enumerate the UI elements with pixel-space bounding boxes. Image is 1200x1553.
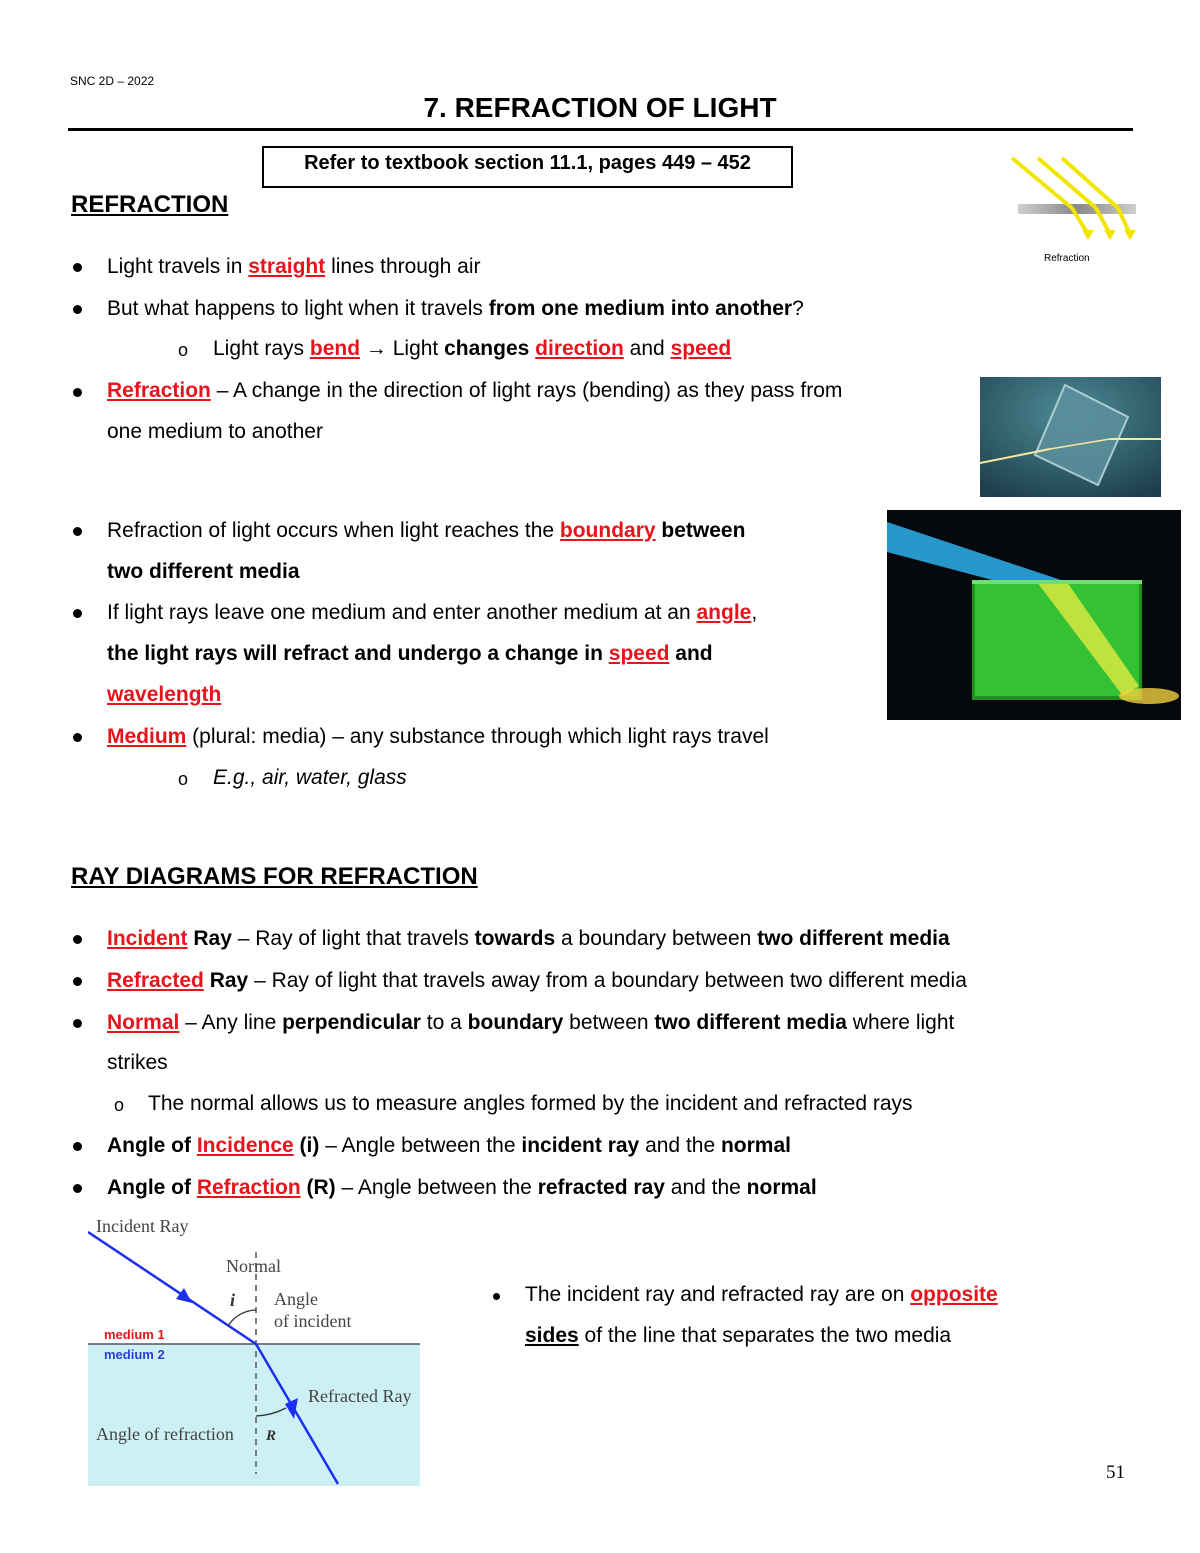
refraction-illustration [1010, 150, 1140, 270]
label-i: i [230, 1290, 236, 1310]
page-title: 7. REFRACTION OF LIGHT [423, 92, 777, 123]
bullet-icon [73, 388, 82, 397]
label-medium-1: medium 1 [104, 1327, 165, 1342]
bullet-icon [493, 1293, 500, 1300]
sub-bullet-examples: E.g., air, water, glass [213, 766, 407, 789]
sub-bullet-normal-measure: The normal allows us to measure angles formed by the incident and refracted rays [148, 1092, 913, 1115]
label-of-incident: of incident [274, 1311, 352, 1331]
bullet-angle-incidence: Angle of Incidence (i) – Angle between the incident ray and the normal [107, 1134, 791, 1157]
label-refracted-ray: Refracted Ray [308, 1386, 412, 1406]
bullet-light-travels: Light travels in straight lines through air [107, 255, 481, 278]
refraction-caption: Refraction [1044, 253, 1090, 264]
page-number: 51 [1106, 1462, 1125, 1483]
label-R: R [266, 1428, 277, 1444]
label-medium-2: medium 2 [104, 1347, 165, 1362]
bullet-normal-cont: strikes [107, 1051, 168, 1074]
bullet-boundary-cont: two different media [107, 560, 300, 583]
bullet-angle-cont: the light rays will refract and undergo a change in speed and [107, 642, 713, 665]
label-angle-of-refraction: Angle of refraction [96, 1424, 234, 1444]
bullet-icon [73, 609, 82, 618]
sub-bullet-icon: o [178, 340, 189, 360]
bullet-icon [73, 527, 82, 536]
label-normal: Normal [226, 1256, 281, 1276]
bullet-icon [73, 935, 82, 944]
label-incident-ray: Incident Ray [96, 1216, 189, 1236]
sub-bullet-icon: o [178, 769, 189, 789]
green-tank-photo [887, 510, 1181, 720]
bullet-icon [73, 305, 82, 314]
bullet-icon [73, 263, 82, 272]
section-heading-refraction: REFRACTION [71, 191, 229, 218]
bullet-what-happens: But what happens to light when it travels from one medium into another? [107, 297, 804, 320]
bullet-angle-refraction: Angle of Refraction (R) – Angle between the refracted ray and the normal [107, 1176, 817, 1199]
incident-arrowhead [176, 1288, 192, 1303]
bullet-icon [73, 733, 82, 742]
side-note-line1: The incident ray and refracted ray are on opposite [525, 1283, 998, 1306]
bullet-boundary: Refraction of light occurs when light reaches the boundary between [107, 519, 746, 542]
sub-bullet-icon: o [114, 1095, 125, 1115]
course-code: SNC 2D – 2022 [70, 74, 155, 88]
bullet-icon [73, 1184, 82, 1193]
sub-bullet-light-bend: Light rays bend → Light changes direction and speed [213, 337, 732, 360]
section-heading-ray-diagrams: RAY DIAGRAMS FOR REFRACTION [71, 863, 478, 890]
label-angle: Angle [274, 1289, 318, 1309]
glass-block-photo [980, 377, 1161, 497]
bullet-icon [73, 1019, 82, 1028]
angle-i-arc [228, 1310, 256, 1326]
bullet-incident-ray: Incident Ray – Ray of light that travels towards a boundary between two different media [107, 927, 950, 950]
side-note-line2: sides of the line that separates the two media [525, 1324, 952, 1347]
refer-box: Refer to textbook section 11.1, pages 449 – 452 [262, 146, 793, 188]
bullet-angle-cont2: wavelength [107, 683, 222, 706]
bullet-icon [73, 977, 82, 986]
bullet-refraction-def: Refraction – A change in the direction of light rays (bending) as they pass from [107, 379, 843, 402]
title-rule [68, 128, 1133, 131]
bullet-refraction-def-cont: one medium to another [107, 420, 323, 443]
bullet-medium: Medium (plural: media) – any substance through which light rays travel [107, 725, 769, 748]
refraction-diagram [88, 1212, 420, 1486]
medium-2-region [88, 1344, 420, 1486]
bullet-refracted-ray: Refracted Ray – Ray of light that travels away from a boundary between two different media [107, 969, 967, 992]
bullet-normal: Normal – Any line perpendicular to a boundary between two different media where light [107, 1011, 955, 1034]
bullet-angle: If light rays leave one medium and enter another medium at an angle, [107, 601, 758, 624]
bullet-icon [73, 1142, 82, 1151]
